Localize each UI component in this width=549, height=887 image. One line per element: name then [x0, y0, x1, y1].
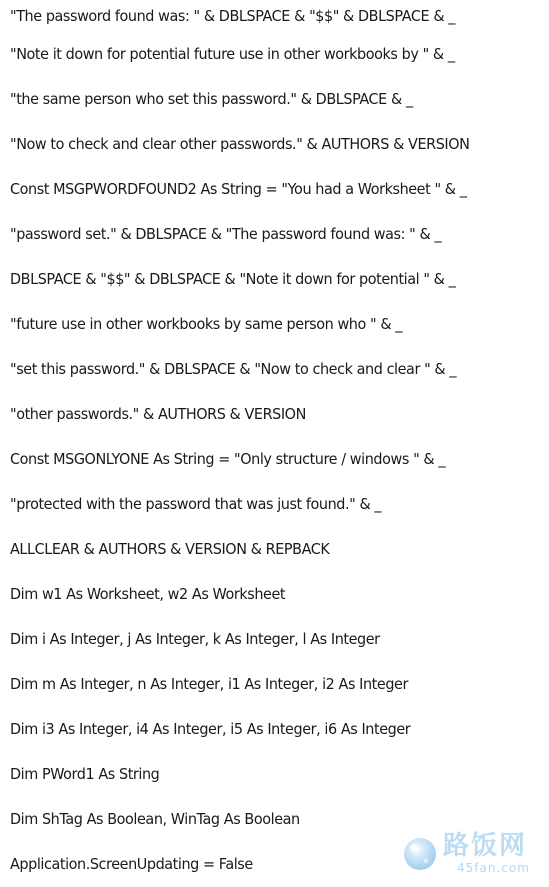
- code-line: "future use in other workbooks by same person who " & _: [10, 315, 403, 333]
- code-line: Const MSGONLYONE As String = "Only structure / windows " & _: [10, 450, 446, 468]
- code-line: Dim i As Integer, j As Integer, k As Integer, l As Integer: [10, 630, 380, 648]
- code-line: "password set." & DBLSPACE & "The password found was: " & _: [10, 225, 442, 243]
- code-line: Dim ShTag As Boolean, WinTag As Boolean: [10, 810, 300, 828]
- code-line: Application.ScreenUpdating = False: [10, 855, 253, 873]
- code-line: Dim i3 As Integer, i4 As Integer, i5 As Integer, i6 As Integer: [10, 720, 411, 738]
- site-watermark: [401, 830, 541, 880]
- code-line: "Note it down for potential future use in other workbooks by " & _: [10, 45, 455, 63]
- code-line: "the same person who set this password." & DBLSPACE & _: [10, 90, 413, 108]
- code-line: Dim w1 As Worksheet, w2 As Worksheet: [10, 585, 286, 603]
- code-line: Const MSGPWORDFOUND2 As String = "You had a Worksheet " & _: [10, 180, 467, 198]
- code-line: "set this password." & DBLSPACE & "Now to check and clear " & _: [10, 360, 457, 378]
- code-line: "Now to check and clear other passwords." & AUTHORS & VERSION: [10, 135, 470, 153]
- water-drop-icon: [401, 834, 439, 872]
- code-line: "The password found was: " & DBLSPACE & "$$" & DBLSPACE & _: [10, 7, 456, 25]
- code-document: [10, 0, 545, 887]
- code-line: Dim m As Integer, n As Integer, i1 As Integer, i2 As Integer: [10, 675, 408, 693]
- watermark-site: 45fan.com: [457, 861, 530, 875]
- watermark-name: 路饭网: [443, 831, 528, 861]
- code-line: "protected with the password that was just found." & _: [10, 495, 382, 513]
- code-line: Dim PWord1 As String: [10, 765, 160, 783]
- code-line: "other passwords." & AUTHORS & VERSION: [10, 405, 306, 423]
- code-line: ALLCLEAR & AUTHORS & VERSION & REPBACK: [10, 540, 330, 558]
- code-line: DBLSPACE & "$$" & DBLSPACE & "Note it down for potential " & _: [10, 270, 456, 288]
